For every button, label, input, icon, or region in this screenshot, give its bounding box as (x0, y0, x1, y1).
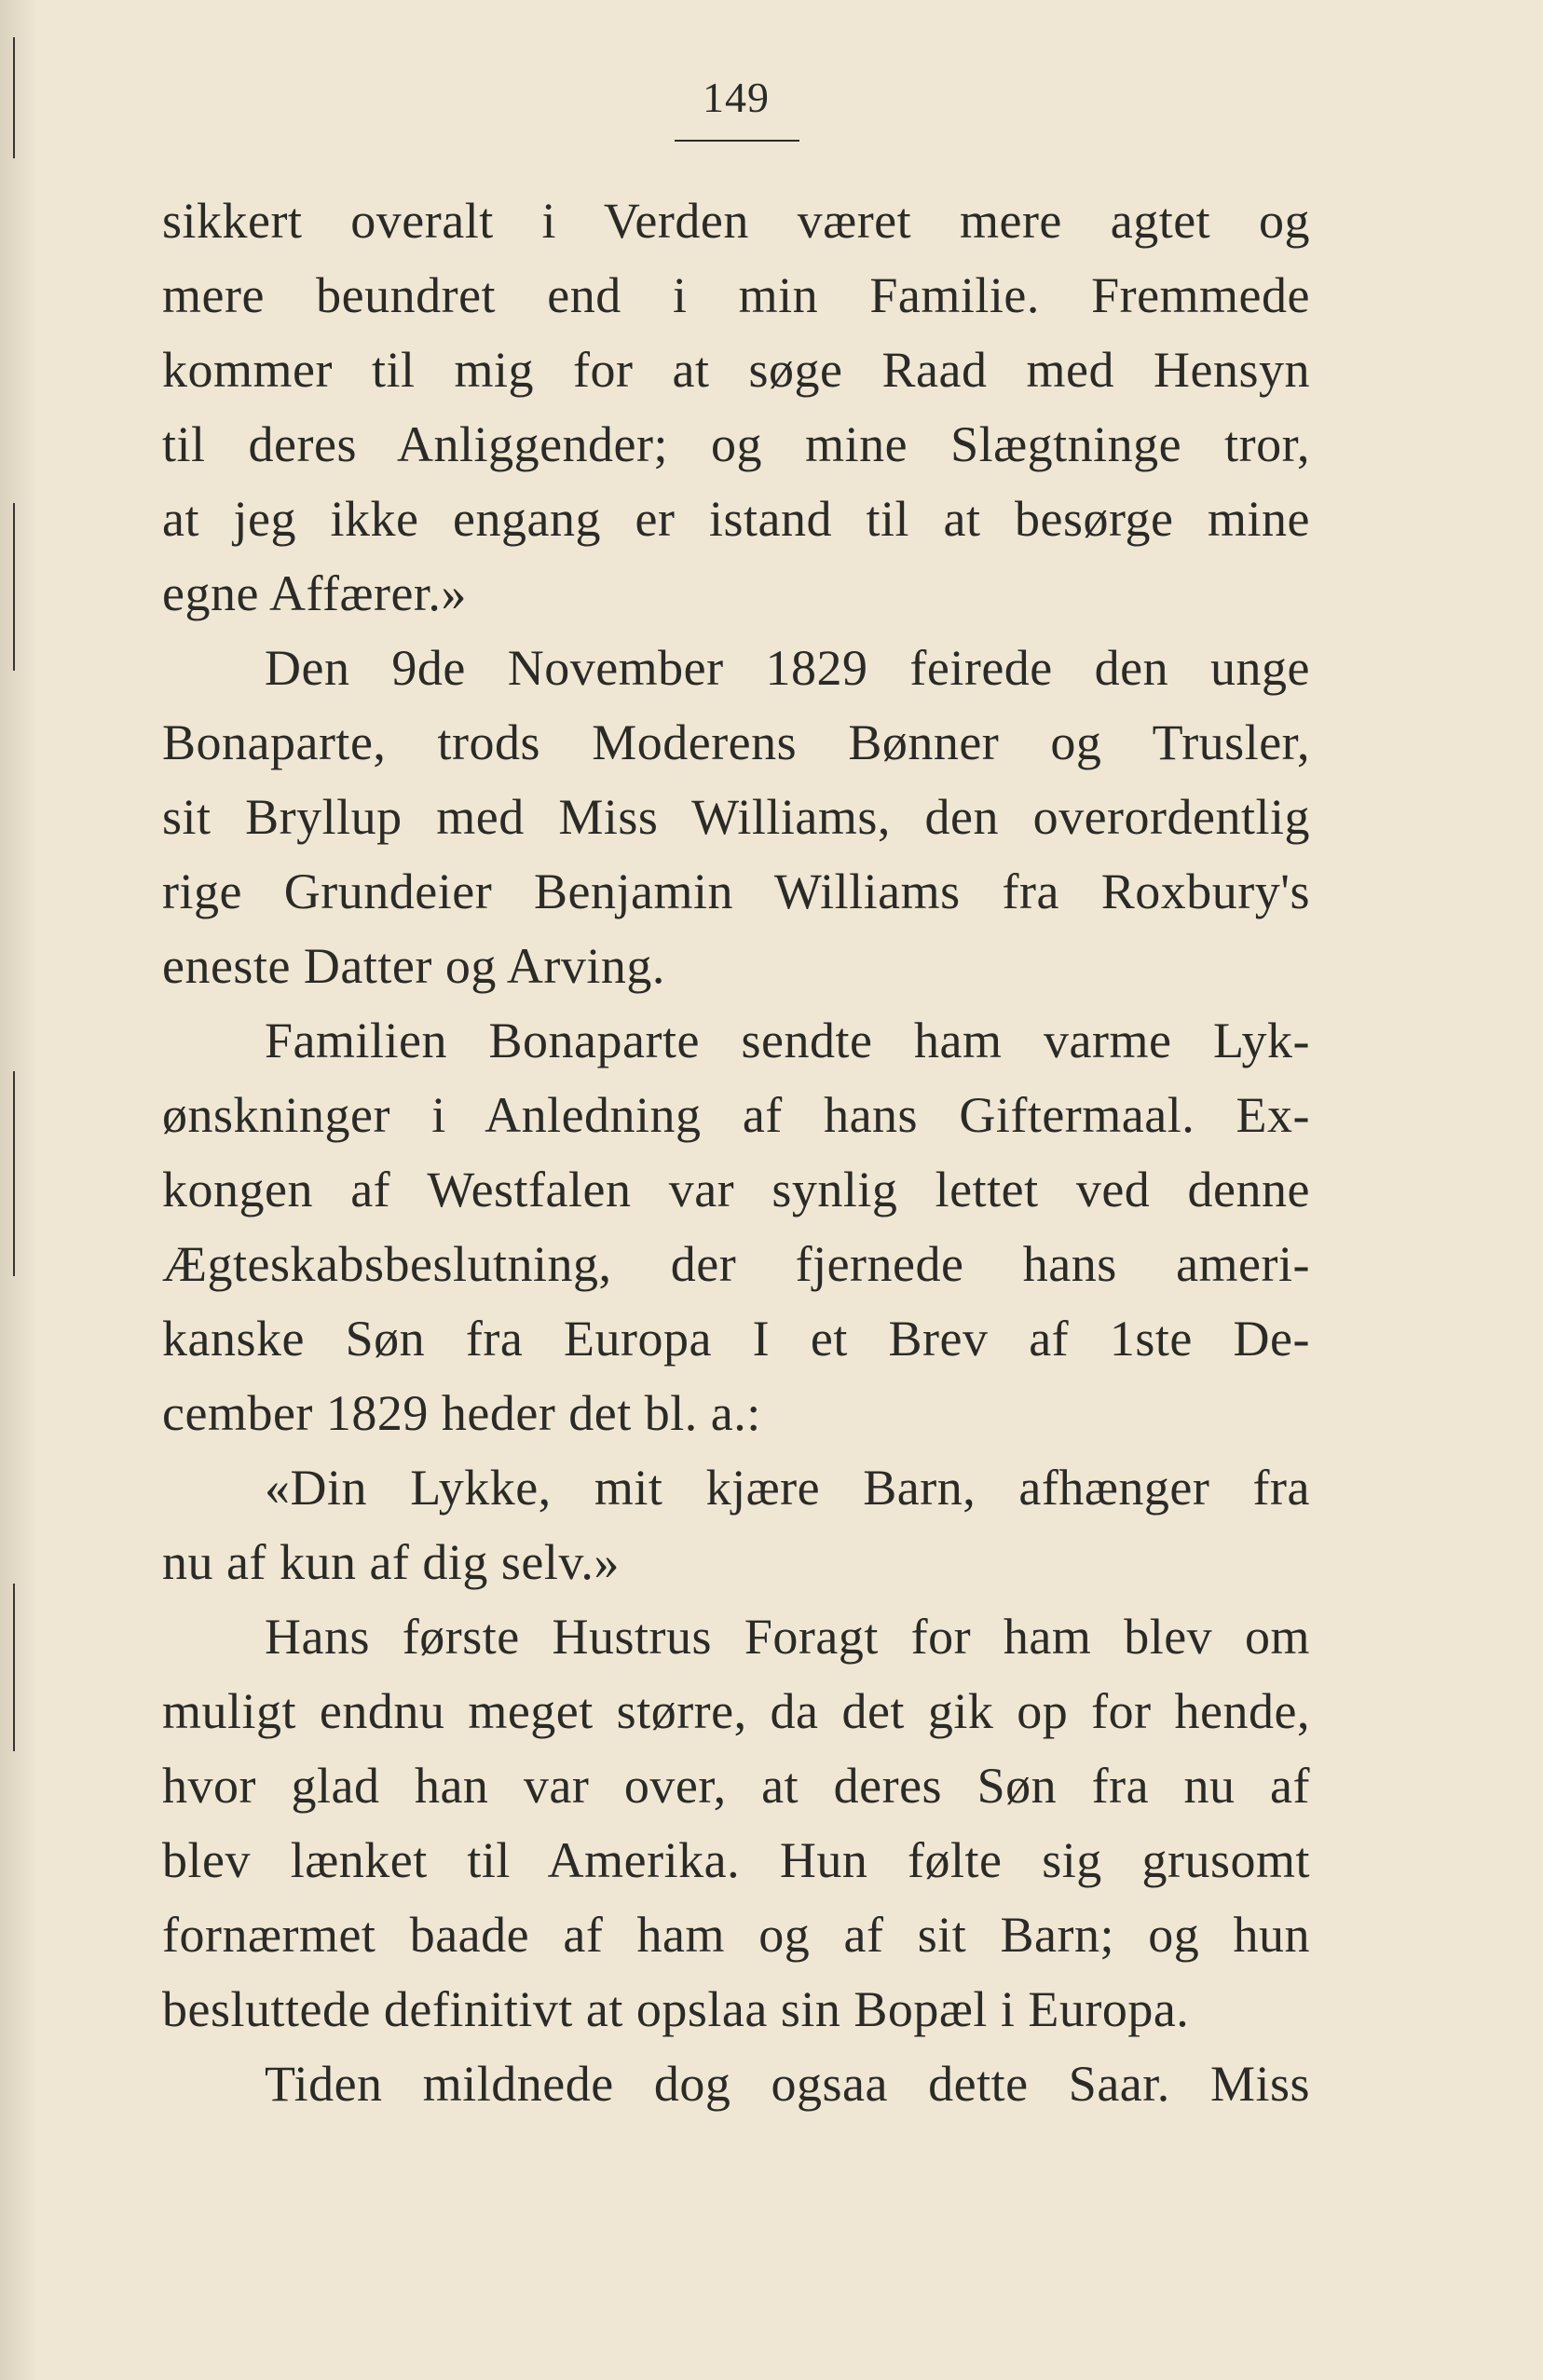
page-edge-mark (13, 1071, 15, 1276)
text-line: at jeg ikke engang er istand til at besørge mine (162, 491, 1310, 547)
text-line: blev lænket til Amerika. Hun følte sig grusomt (162, 1832, 1310, 1888)
text-line: Den 9de November 1829 feirede den unge (265, 640, 1310, 696)
text-line: til deres Anliggender; og mine Slægtninge tror, (162, 416, 1310, 472)
page-number-rule (675, 140, 799, 142)
text-line: kongen af Westfalen var synlig lettet ved denne (162, 1162, 1310, 1217)
text-line: Bonaparte, trods Moderens Bønner og Trusler, (162, 714, 1310, 770)
text-line: muligt endnu meget større, da det gik op for hende, (162, 1683, 1310, 1739)
text-line: nu af kun af dig selv.» (162, 1534, 620, 1590)
text-line: eneste Datter og Arving. (162, 938, 665, 994)
text-line: Ægteskabsbeslutning, der fjernede hans ameri- (162, 1236, 1310, 1292)
text-line: sit Bryllup med Miss Williams, den overordentlig (162, 789, 1310, 845)
text-line: Familien Bonaparte sendte ham varme Lyk- (265, 1013, 1310, 1068)
text-line: kanske Søn fra Europa I et Brev af 1ste De- (162, 1311, 1310, 1367)
page-gutter-shadow (0, 0, 37, 2380)
page-edge-mark (13, 503, 15, 671)
text-line: mere beundret end i min Familie. Fremmede (162, 267, 1310, 323)
text-line: fornærmet baade af ham og af sit Barn; og hun (162, 1907, 1310, 1963)
page-edge-mark (13, 37, 15, 158)
text-line: rige Grundeier Benjamin Williams fra Roxbury's (162, 864, 1310, 919)
text-line: kommer til mig for at søge Raad med Hensyn (162, 342, 1310, 398)
text-line: Tiden mildnede dog ogsaa dette Saar. Miss (265, 2056, 1310, 2112)
text-line: sikkert overalt i Verden været mere agtet og (162, 193, 1310, 249)
text-line: besluttede definitivt at opslaa sin Bopæl i Europa. (162, 1981, 1190, 2037)
page-number: 149 (703, 74, 770, 121)
text-line: cember 1829 heder det bl. a.: (162, 1385, 761, 1441)
body-text (162, 184, 1310, 2121)
text-line: «Din Lykke, mit kjære Barn, afhænger fra (265, 1460, 1310, 1516)
text-line: egne Affærer.» (162, 565, 467, 621)
page-edge-mark (13, 1584, 15, 1751)
text-line: hvor glad han var over, at deres Søn fra nu af (162, 1758, 1310, 1814)
text-line: ønskninger i Anledning af hans Giftermaal. Ex- (162, 1087, 1310, 1143)
text-line: Hans første Hustrus Foragt for ham blev om (265, 1609, 1310, 1665)
